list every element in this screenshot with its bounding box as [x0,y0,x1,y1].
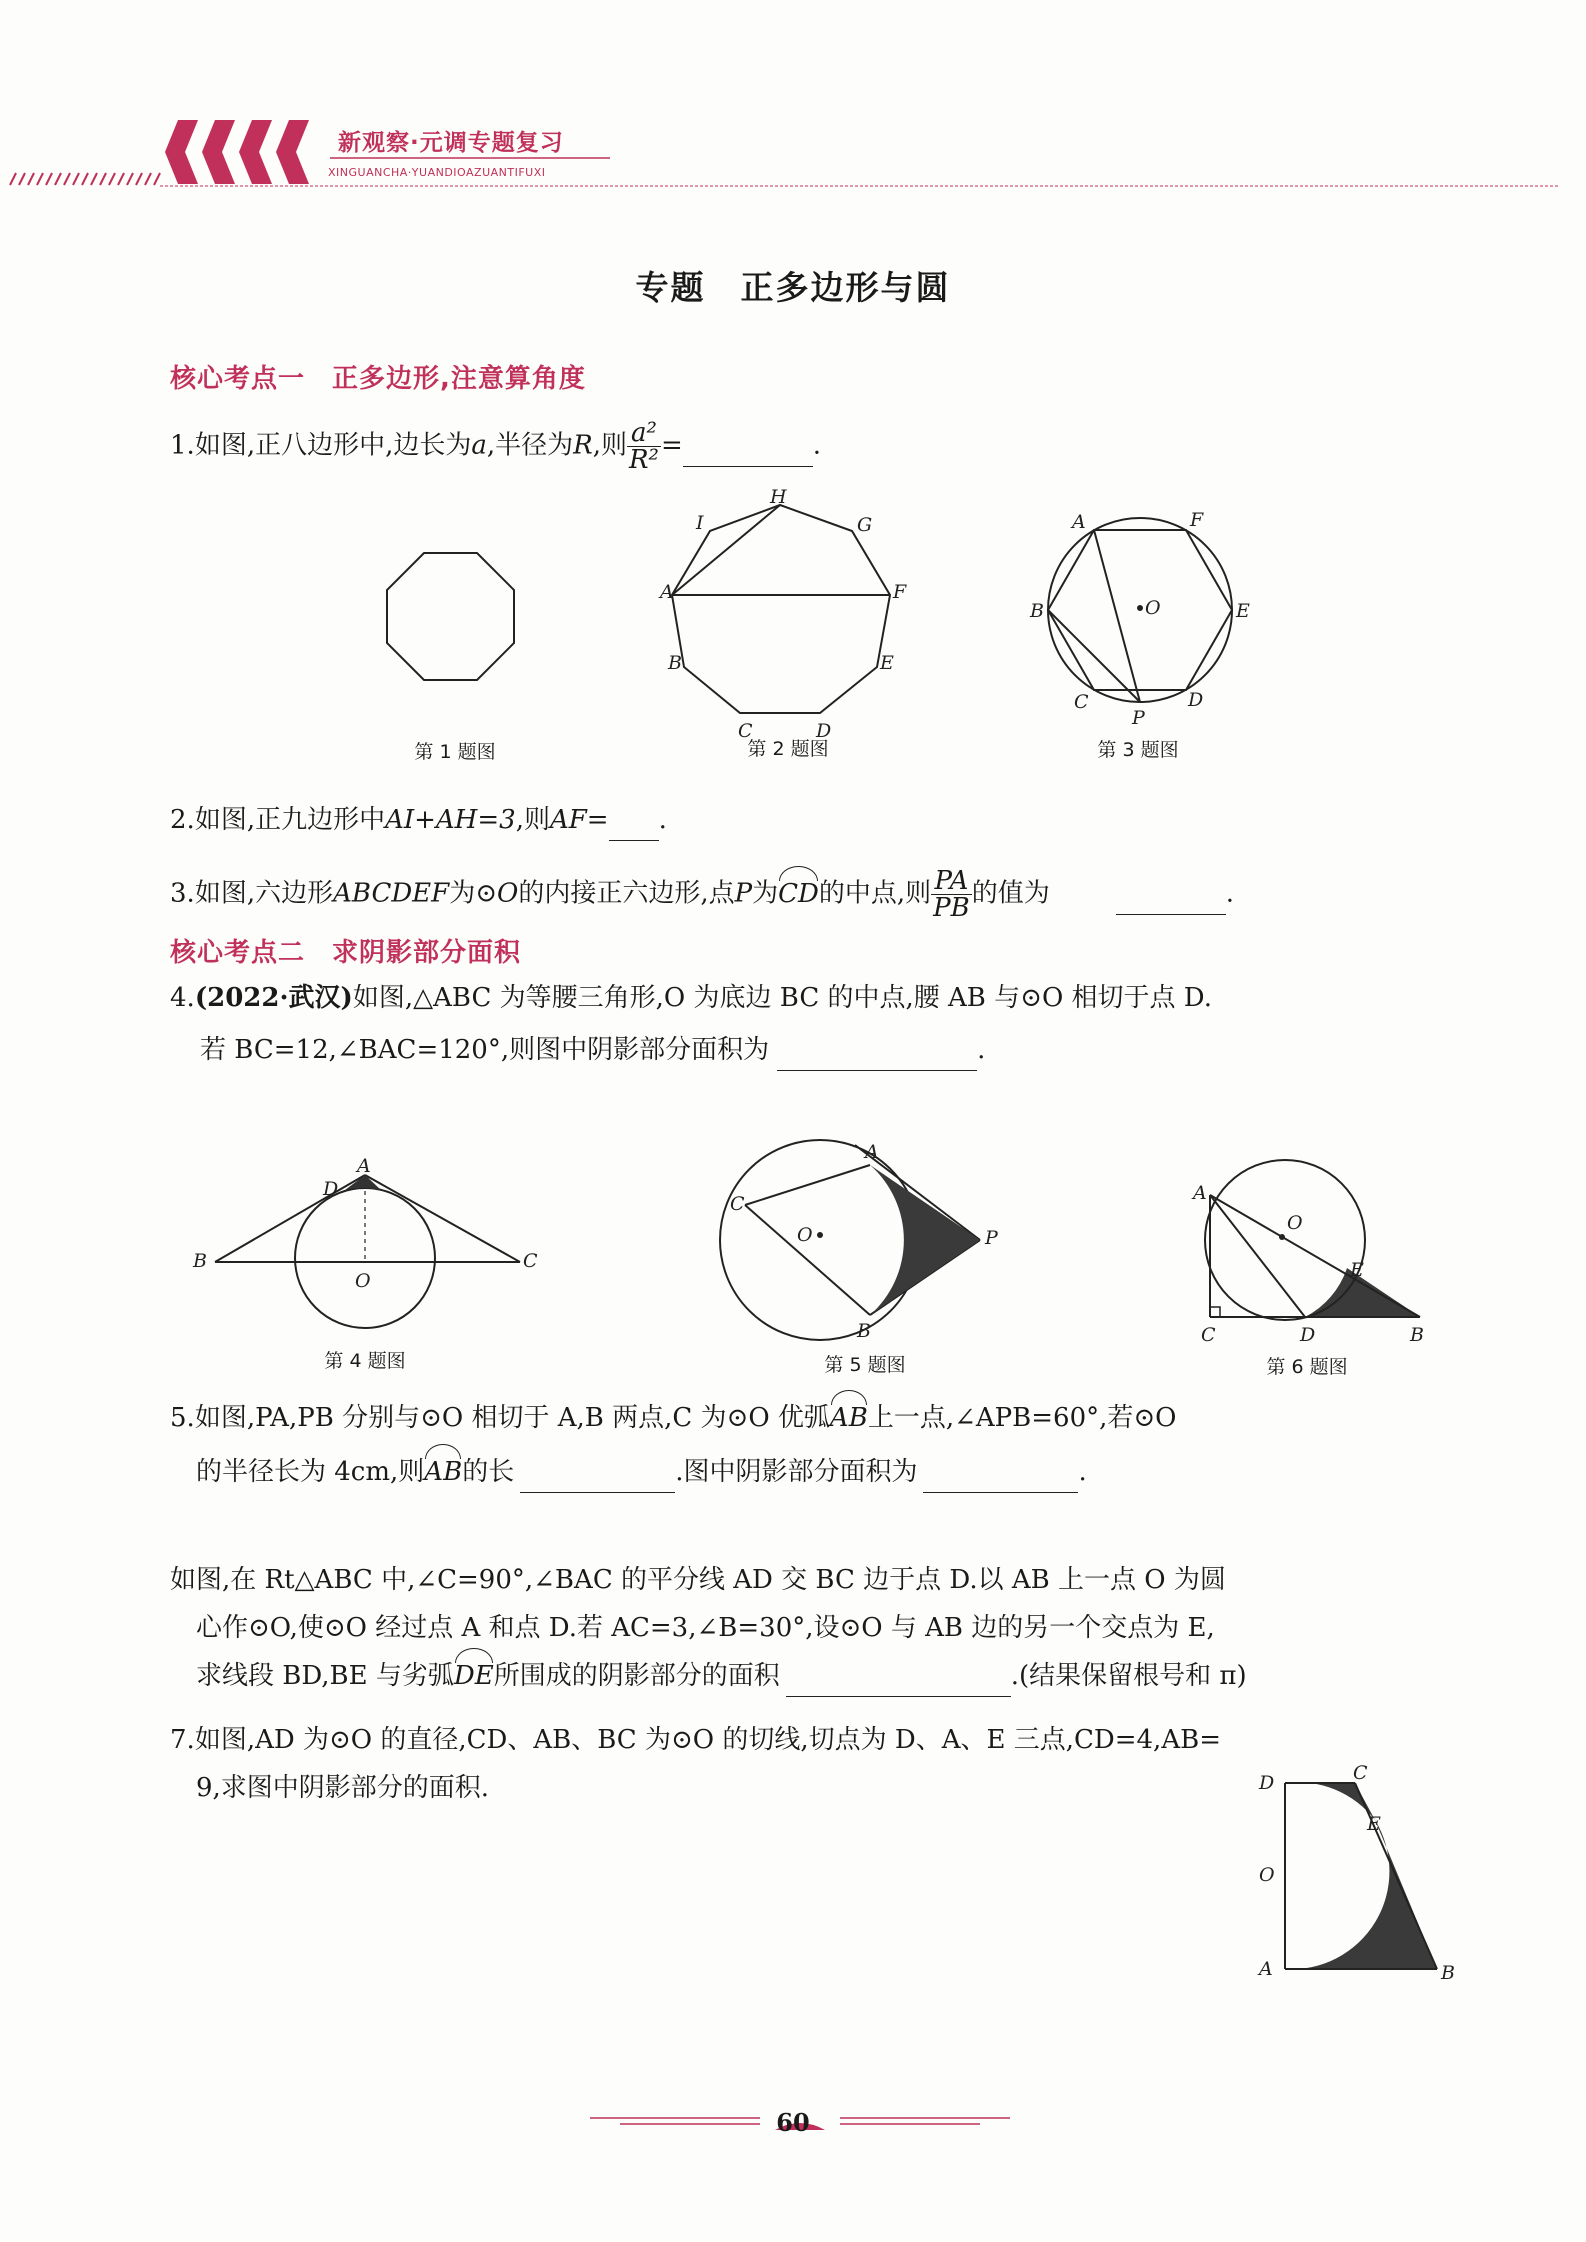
svg-text:A: A [660,581,674,603]
question-6-line-3: 求线段 BD,BE 与劣弧DE所围成的阴影部分的面积 .(结果保留根号和 π) [196,1656,1247,1697]
svg-text:P: P [1132,707,1145,729]
svg-text:D: D [323,1178,339,1200]
svg-text:C: C [523,1250,538,1272]
answer-blank-1[interactable] [683,426,813,467]
svg-text:A: A [1193,1182,1207,1204]
svg-text:O: O [355,1270,371,1292]
hatch-decoration [10,173,160,185]
arc-cd: CD [778,874,819,914]
fraction-pa-over-pb: $\frac{PA}{PB}$ [933,866,970,923]
svg-text:A: A [357,1155,371,1177]
svg-text:O: O [1145,597,1161,619]
section-heading-2: 核心考点二 求阴影部分面积 [170,938,522,968]
figure-5 [725,1140,1015,1350]
svg-text:E: E [880,652,894,674]
question-4-line-1: 4.(2022·武汉)如图,△ABC 为等腰三角形,O 为底边 BC 的中点,腰 AB 与⊙O 相切于点 D. [170,983,1212,1013]
svg-text:A: A [1259,1958,1273,1980]
figure-6 [1185,1155,1445,1355]
svg-text:O: O [797,1224,813,1246]
svg-text:B: B [1030,600,1044,622]
header-banner [0,100,1586,200]
page-number: 60 [776,2108,810,2137]
figure-2-nonagon [660,485,920,742]
svg-text:H: H [770,486,787,508]
svg-text:B: B [193,1250,207,1272]
caption-fig-3: 第 3 题图 [1097,739,1179,761]
svg-text:P: P [985,1227,998,1249]
svg-text:B: B [1410,1324,1424,1346]
page-title: 专题 正多边形与圆 [635,268,951,307]
svg-text:C: C [730,1193,745,1215]
question-2: 2.如图,正九边形中AI+AH=3,则AF= . [170,800,667,841]
chevron-logo-icon [165,120,309,184]
svg-text:O: O [1287,1212,1303,1234]
caption-fig-2: 第 2 题图 [747,738,829,760]
svg-text:E: E [1236,600,1250,622]
caption-fig-6: 第 6 题图 [1266,1356,1348,1378]
arc-ab: AB [424,1452,462,1492]
figure-3-hexagon [1030,505,1260,735]
figure-1-octagon [355,545,555,725]
svg-text:B: B [668,652,682,674]
question-4-line-2: 若 BC=12,∠BAC=120°,则图中阴影部分面积为 . [200,1030,985,1071]
svg-text:A: A [865,1141,879,1163]
answer-blank-6[interactable] [786,1656,1011,1697]
arc-de: DE [454,1656,494,1696]
answer-blank-4[interactable] [777,1030,977,1071]
question-7-line-1: 7.如图,AD 为⊙O 的直径,CD、AB、BC 为⊙O 的切线,切点为 D、A、E 三点,CD=4,AB= [170,1725,1221,1755]
svg-text:D: D [1259,1772,1275,1794]
svg-text:A: A [1072,511,1086,533]
svg-text:D: D [1300,1324,1316,1346]
svg-text:F: F [1190,509,1204,531]
svg-text:E: E [1367,1813,1381,1835]
svg-text:D: D [1188,689,1204,711]
svg-text:C: C [1074,691,1089,713]
svg-text:G: G [857,514,873,536]
svg-text:O: O [1259,1864,1275,1886]
question-3: 3.如图,六边形ABCDEF为⊙O的内接正六边形,点P为CD的中点,则 $\frac{PA}{PB}$ 的值为 . [170,866,1235,923]
svg-text:B: B [857,1320,871,1342]
banner-title: 新观察·元调专题复习 [338,130,564,156]
question-5-line-1: 5.如图,PA,PB 分别与⊙O 相切于 A,B 两点,C 为⊙O 优弧AB上一点,∠APB=60°,若⊙O [170,1398,1176,1438]
question-6-line-1: 如图,在 Rt△ABC 中,∠C=90°,∠BAC 的平分线 AD 交 BC 边于点 D.以 AB 上一点 O 为圆 [170,1565,1226,1595]
caption-fig-4: 第 4 题图 [324,1350,406,1372]
answer-blank-5b[interactable] [923,1452,1078,1493]
question-1: 1.如图,正八边形中,边长为a,半径为R,则 $\frac{\text{a²}}{\text{R²}}$ = . [170,418,822,475]
arc-ab-major: AB [830,1398,868,1438]
question-6-line-2: 心作⊙O,使⊙O 经过点 A 和点 D.若 AC=3,∠B=30°,设⊙O 与 AB 边的另一个交点为 E, [196,1613,1215,1643]
svg-text:I: I [696,512,704,534]
svg-text:B: B [1441,1962,1455,1984]
answer-blank-3[interactable] [1116,874,1226,915]
caption-fig-1: 第 1 题图 [414,741,496,763]
svg-text:D: D [816,720,832,742]
banner-pinyin: XINGUANCHA·YUANDIOAZUANTIFUXI [328,166,546,179]
answer-blank-2[interactable] [609,800,659,841]
question-7-line-2: 9,求图中阴影部分的面积. [196,1773,490,1803]
svg-text:C: C [1201,1324,1216,1346]
svg-text:E: E [1350,1259,1364,1281]
svg-text:F: F [893,581,907,603]
figure-7 [1245,1762,1465,1985]
svg-text:C: C [738,720,753,742]
section-heading-1: 核心考点一 正多边形,注意算角度 [170,364,586,394]
question-5-line-2: 的半径长为 4cm,则AB的长 .图中阴影部分面积为 . [196,1452,1087,1493]
fraction-a2-over-r2: $\frac{\text{a²}}{\text{R²}}$ [628,418,659,475]
svg-text:C: C [1353,1762,1368,1784]
figure-4 [185,1155,555,1355]
answer-blank-5a[interactable] [520,1452,675,1493]
caption-fig-5: 第 5 题图 [824,1354,906,1376]
